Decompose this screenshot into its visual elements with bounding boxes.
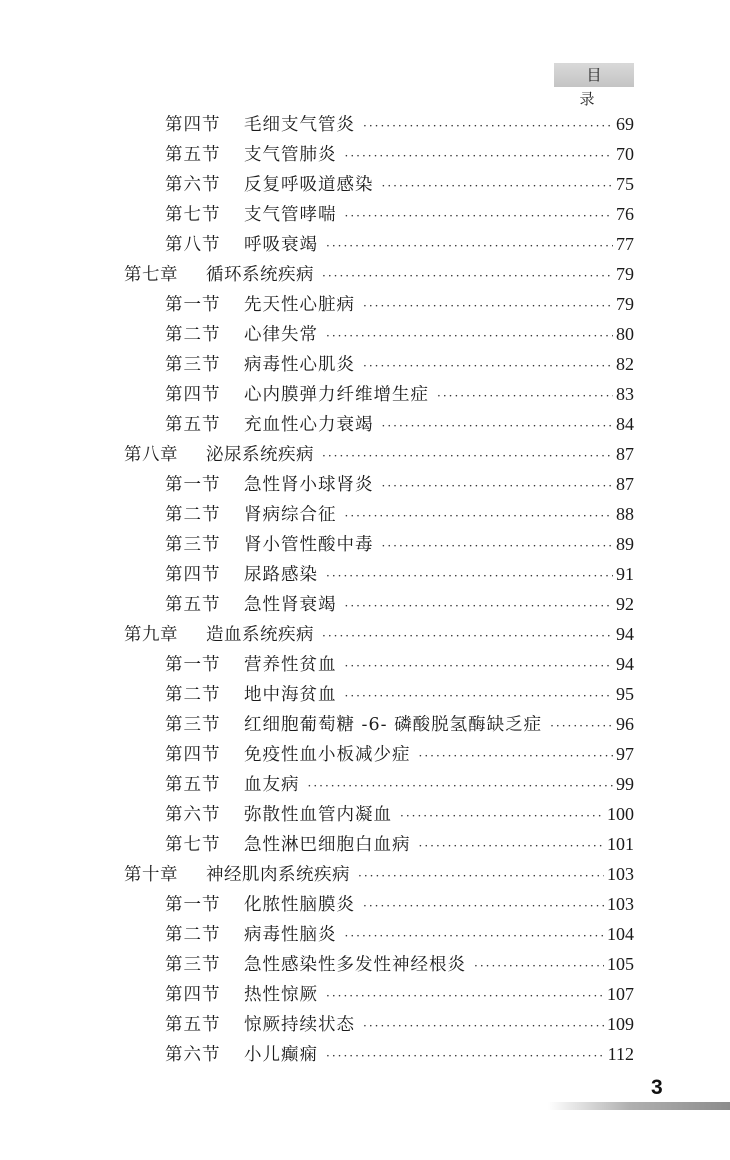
dot-leader	[326, 321, 613, 351]
entry-number: 第四节	[165, 385, 221, 405]
entry-number: 第十章	[124, 865, 178, 885]
dot-leader	[326, 981, 604, 1011]
toc-section-entry	[0, 109, 730, 139]
entry-page-number: 95	[616, 684, 634, 704]
entry-title: 呼吸衰竭	[244, 235, 318, 255]
entry-page-number: 109	[607, 1014, 634, 1034]
dot-leader	[322, 621, 613, 651]
dot-leader	[345, 591, 614, 621]
entry-number: 第八节	[165, 235, 221, 255]
entry-title: 血友病	[244, 775, 300, 795]
toc-section-entry	[0, 379, 730, 409]
entry-page-number: 70	[616, 144, 634, 164]
entry-title: 循环系统疾病	[206, 265, 314, 285]
entry-title: 肾病综合征	[244, 505, 337, 525]
table-of-contents	[0, 109, 730, 1069]
entry-number: 第五节	[165, 1015, 221, 1035]
entry-title: 病毒性脑炎	[244, 925, 337, 945]
toc-section-entry	[0, 709, 730, 739]
entry-number: 第四节	[165, 985, 221, 1005]
entry-page-number: 69	[616, 114, 634, 134]
dot-leader	[322, 261, 613, 291]
entry-title: 小儿癫痫	[244, 1045, 318, 1065]
dot-leader	[326, 561, 613, 591]
entry-title: 充血性心力衰竭	[244, 415, 374, 435]
entry-page-number: 89	[616, 534, 634, 554]
dot-leader	[345, 681, 614, 711]
entry-number: 第一节	[165, 295, 221, 315]
entry-number: 第二节	[165, 325, 221, 345]
entry-number: 第三节	[165, 535, 221, 555]
toc-section-entry	[0, 469, 730, 499]
entry-number: 第二节	[165, 505, 221, 525]
dot-leader	[345, 141, 614, 171]
entry-title: 支气管肺炎	[244, 145, 337, 165]
toc-chapter-entry	[0, 859, 730, 889]
toc-chapter-entry	[0, 259, 730, 289]
entry-number: 第八章	[124, 445, 178, 465]
toc-section-entry	[0, 289, 730, 319]
dot-leader	[363, 351, 613, 381]
entry-number: 第二节	[165, 925, 221, 945]
entry-page-number: 87	[616, 444, 634, 464]
entry-page-number: 105	[607, 954, 634, 974]
entry-title: 心律失常	[244, 325, 318, 345]
entry-number: 第四节	[165, 565, 221, 585]
toc-section-entry	[0, 139, 730, 169]
entry-title: 尿路感染	[244, 565, 318, 585]
entry-page-number: 104	[607, 924, 634, 944]
entry-title: 毛细支气管炎	[244, 115, 355, 135]
entry-title: 地中海贫血	[244, 685, 337, 705]
entry-title: 热性惊厥	[244, 985, 318, 1005]
toc-section-entry	[0, 1009, 730, 1039]
entry-number: 第七章	[124, 265, 178, 285]
entry-title: 造血系统疾病	[206, 625, 314, 645]
entry-page-number: 79	[616, 264, 634, 284]
dot-leader	[345, 651, 614, 681]
toc-section-entry	[0, 799, 730, 829]
toc-section-entry	[0, 949, 730, 979]
dot-leader	[363, 1011, 604, 1041]
dot-leader	[345, 921, 605, 951]
dot-leader	[345, 501, 614, 531]
entry-page-number: 75	[616, 174, 634, 194]
toc-chapter-entry	[0, 619, 730, 649]
entry-page-number: 84	[616, 414, 634, 434]
entry-page-number: 107	[607, 984, 634, 1004]
entry-number: 第四节	[165, 115, 221, 135]
entry-title: 急性肾衰竭	[244, 595, 337, 615]
entry-number: 第一节	[165, 475, 221, 495]
toc-section-entry	[0, 229, 730, 259]
entry-page-number: 100	[607, 804, 634, 824]
entry-page-number: 80	[616, 324, 634, 344]
toc-chapter-entry	[0, 439, 730, 469]
entry-title: 急性肾小球肾炎	[244, 475, 374, 495]
entry-title: 惊厥持续状态	[244, 1015, 355, 1035]
entry-number: 第五节	[165, 145, 221, 165]
entry-number: 第五节	[165, 415, 221, 435]
dot-leader	[419, 831, 605, 861]
dot-leader	[363, 291, 613, 321]
toc-section-entry	[0, 649, 730, 679]
entry-number: 第五节	[165, 775, 221, 795]
dot-leader	[382, 171, 614, 201]
toc-section-entry	[0, 829, 730, 859]
entry-title: 支气管哮喘	[244, 205, 337, 225]
toc-header-tag: 目 录	[554, 63, 634, 87]
entry-number: 第三节	[165, 355, 221, 375]
entry-page-number: 76	[616, 204, 634, 224]
toc-section-entry	[0, 979, 730, 1009]
entry-number: 第六节	[165, 1045, 221, 1065]
dot-leader	[326, 1041, 605, 1071]
toc-section-entry	[0, 319, 730, 349]
entry-number: 第四节	[165, 745, 221, 765]
entry-title: 病毒性心肌炎	[244, 355, 355, 375]
entry-page-number: 91	[616, 564, 634, 584]
entry-number: 第九章	[124, 625, 178, 645]
dot-leader	[308, 771, 614, 801]
dot-leader	[474, 951, 604, 981]
toc-section-entry	[0, 889, 730, 919]
entry-number: 第六节	[165, 175, 221, 195]
entry-title: 泌尿系统疾病	[206, 445, 314, 465]
toc-section-entry	[0, 559, 730, 589]
entry-title: 神经肌肉系统疾病	[206, 865, 350, 885]
entry-page-number: 94	[616, 654, 634, 674]
entry-title: 急性感染性多发性神经根炎	[244, 955, 466, 975]
entry-number: 第一节	[165, 895, 221, 915]
dot-leader	[363, 891, 604, 921]
entry-title: 弥散性血管内凝血	[244, 805, 392, 825]
dot-leader	[437, 381, 613, 411]
entry-title: 急性淋巴细胞白血病	[244, 835, 411, 855]
toc-section-entry	[0, 1039, 730, 1069]
entry-page-number: 92	[616, 594, 634, 614]
dot-leader	[400, 801, 604, 831]
entry-title: 先天性心脏病	[244, 295, 355, 315]
dot-leader	[345, 201, 614, 231]
entry-number: 第七节	[165, 835, 221, 855]
entry-page-number: 99	[616, 774, 634, 794]
dot-leader	[358, 861, 604, 891]
entry-page-number: 96	[616, 714, 634, 734]
toc-section-entry	[0, 589, 730, 619]
entry-title: 肾小管性酸中毒	[244, 535, 374, 555]
entry-number: 第二节	[165, 685, 221, 705]
page-number: 3	[651, 1076, 663, 1099]
toc-section-entry	[0, 679, 730, 709]
toc-section-entry	[0, 349, 730, 379]
entry-number: 第五节	[165, 595, 221, 615]
toc-section-entry	[0, 199, 730, 229]
dot-leader	[419, 741, 614, 771]
toc-section-entry	[0, 919, 730, 949]
dot-leader	[363, 111, 613, 141]
entry-page-number: 77	[616, 234, 634, 254]
entry-number: 第六节	[165, 805, 221, 825]
entry-title: 营养性贫血	[244, 655, 337, 675]
entry-title: 免疫性血小板减少症	[244, 745, 411, 765]
toc-section-entry	[0, 529, 730, 559]
entry-number: 第三节	[165, 715, 221, 735]
entry-page-number: 97	[616, 744, 634, 764]
toc-section-entry	[0, 409, 730, 439]
toc-section-entry	[0, 769, 730, 799]
entry-number: 第一节	[165, 655, 221, 675]
entry-title: 红细胞葡萄糖 -6- 磷酸脱氢酶缺乏症	[244, 715, 543, 735]
entry-title: 化脓性脑膜炎	[244, 895, 355, 915]
entry-page-number: 82	[616, 354, 634, 374]
entry-page-number: 87	[616, 474, 634, 494]
footer-decorative-bar	[548, 1102, 730, 1110]
dot-leader	[382, 411, 614, 441]
entry-page-number: 103	[607, 894, 634, 914]
entry-page-number: 112	[607, 1044, 634, 1064]
entry-page-number: 79	[616, 294, 634, 314]
dot-leader	[326, 231, 613, 261]
dot-leader	[550, 711, 613, 741]
entry-page-number: 94	[616, 624, 634, 644]
entry-number: 第七节	[165, 205, 221, 225]
entry-title: 反复呼吸道感染	[244, 175, 374, 195]
dot-leader	[322, 441, 613, 471]
entry-page-number: 88	[616, 504, 634, 524]
toc-section-entry	[0, 739, 730, 769]
entry-number: 第三节	[165, 955, 221, 975]
toc-section-entry	[0, 499, 730, 529]
entry-page-number: 83	[616, 384, 634, 404]
entry-title: 心内膜弹力纤维增生症	[244, 385, 429, 405]
dot-leader	[382, 471, 614, 501]
entry-page-number: 101	[607, 834, 634, 854]
dot-leader	[382, 531, 614, 561]
toc-section-entry	[0, 169, 730, 199]
entry-page-number: 103	[607, 864, 634, 884]
